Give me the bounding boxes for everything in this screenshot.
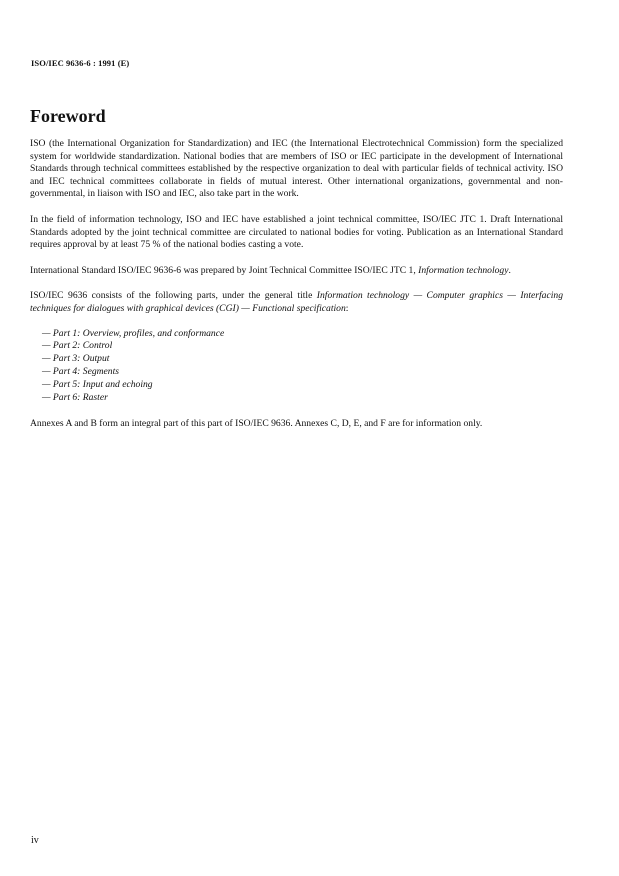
page-title: Foreword — [30, 106, 106, 126]
part-5-label: — Part 5: Input and echoing — [42, 379, 153, 391]
parts-intro-italic: Information technology — Computer graphics — Interfacing techniques for dialogues with graphical devices (CGI) — Functional specification — [30, 290, 563, 314]
prepared-by-text: International Standard ISO/IEC 9636-6 was prepared by Joint Technical Committee ISO/IEC JTC 1, — [30, 264, 419, 276]
paragraph-joint-committee: In the field of information technology, ISO and IEC have established a joint technical committee, ISO/IEC JTC 1. Draft International Standards adopted by the joint technical committee are circulated to national bodies for voting. Publication as an International Standard requires approval by at least 75 % of the national bodies casting a vote. — [30, 213, 563, 251]
list-item — [42, 340, 563, 353]
part-4-label: — Part 4: Segments — [42, 366, 120, 378]
document-header: ISO/IEC 9636-6 : 1991 (E) — [31, 58, 130, 68]
part-1-label: — Part 1: Overview, profiles, and conformance — [42, 327, 225, 339]
paragraph-parts-intro — [30, 290, 563, 315]
prepared-by-italic: Information technology — [418, 264, 509, 276]
part-2-label: — Part 2: Control — [42, 340, 113, 352]
prepared-by-suffix: . — [508, 264, 511, 276]
part-6-label: — Part 6: Raster — [42, 392, 108, 404]
parts-intro-text: ISO/IEC 9636 consists of the following parts, under the general title — [30, 290, 317, 302]
list-item — [42, 353, 563, 366]
list-item — [42, 328, 563, 341]
paragraph-prepared-by — [30, 265, 563, 278]
list-item — [42, 392, 563, 405]
parts-intro-suffix: : — [345, 302, 349, 314]
list-item — [42, 379, 563, 392]
part-3-label: — Part 3: Output — [42, 353, 110, 365]
list-item — [42, 366, 563, 379]
paragraph-annexes: Annexes A and B form an integral part of this part of ISO/IEC 9636. Annexes C, D, E, and F are for information only. — [30, 417, 483, 429]
paragraph-organizations: ISO (the International Organization for Standardization) and IEC (the International Electrotechnical Commission) form the specialized system for worldwide standardization. National bodies that are members of ISO or IEC participate in the development of International Standards through technical committees established by the respective organization to deal with particular fields of technical activity. ISO and IEC technical committees collaborate in fields of mutual interest. Other international organizations, governmental and non-governmental, in liaison with ISO and IEC, also take part in the work. — [30, 138, 563, 200]
foreword-body — [30, 138, 563, 444]
parts-list — [30, 328, 563, 405]
page-number: iv — [31, 835, 39, 846]
